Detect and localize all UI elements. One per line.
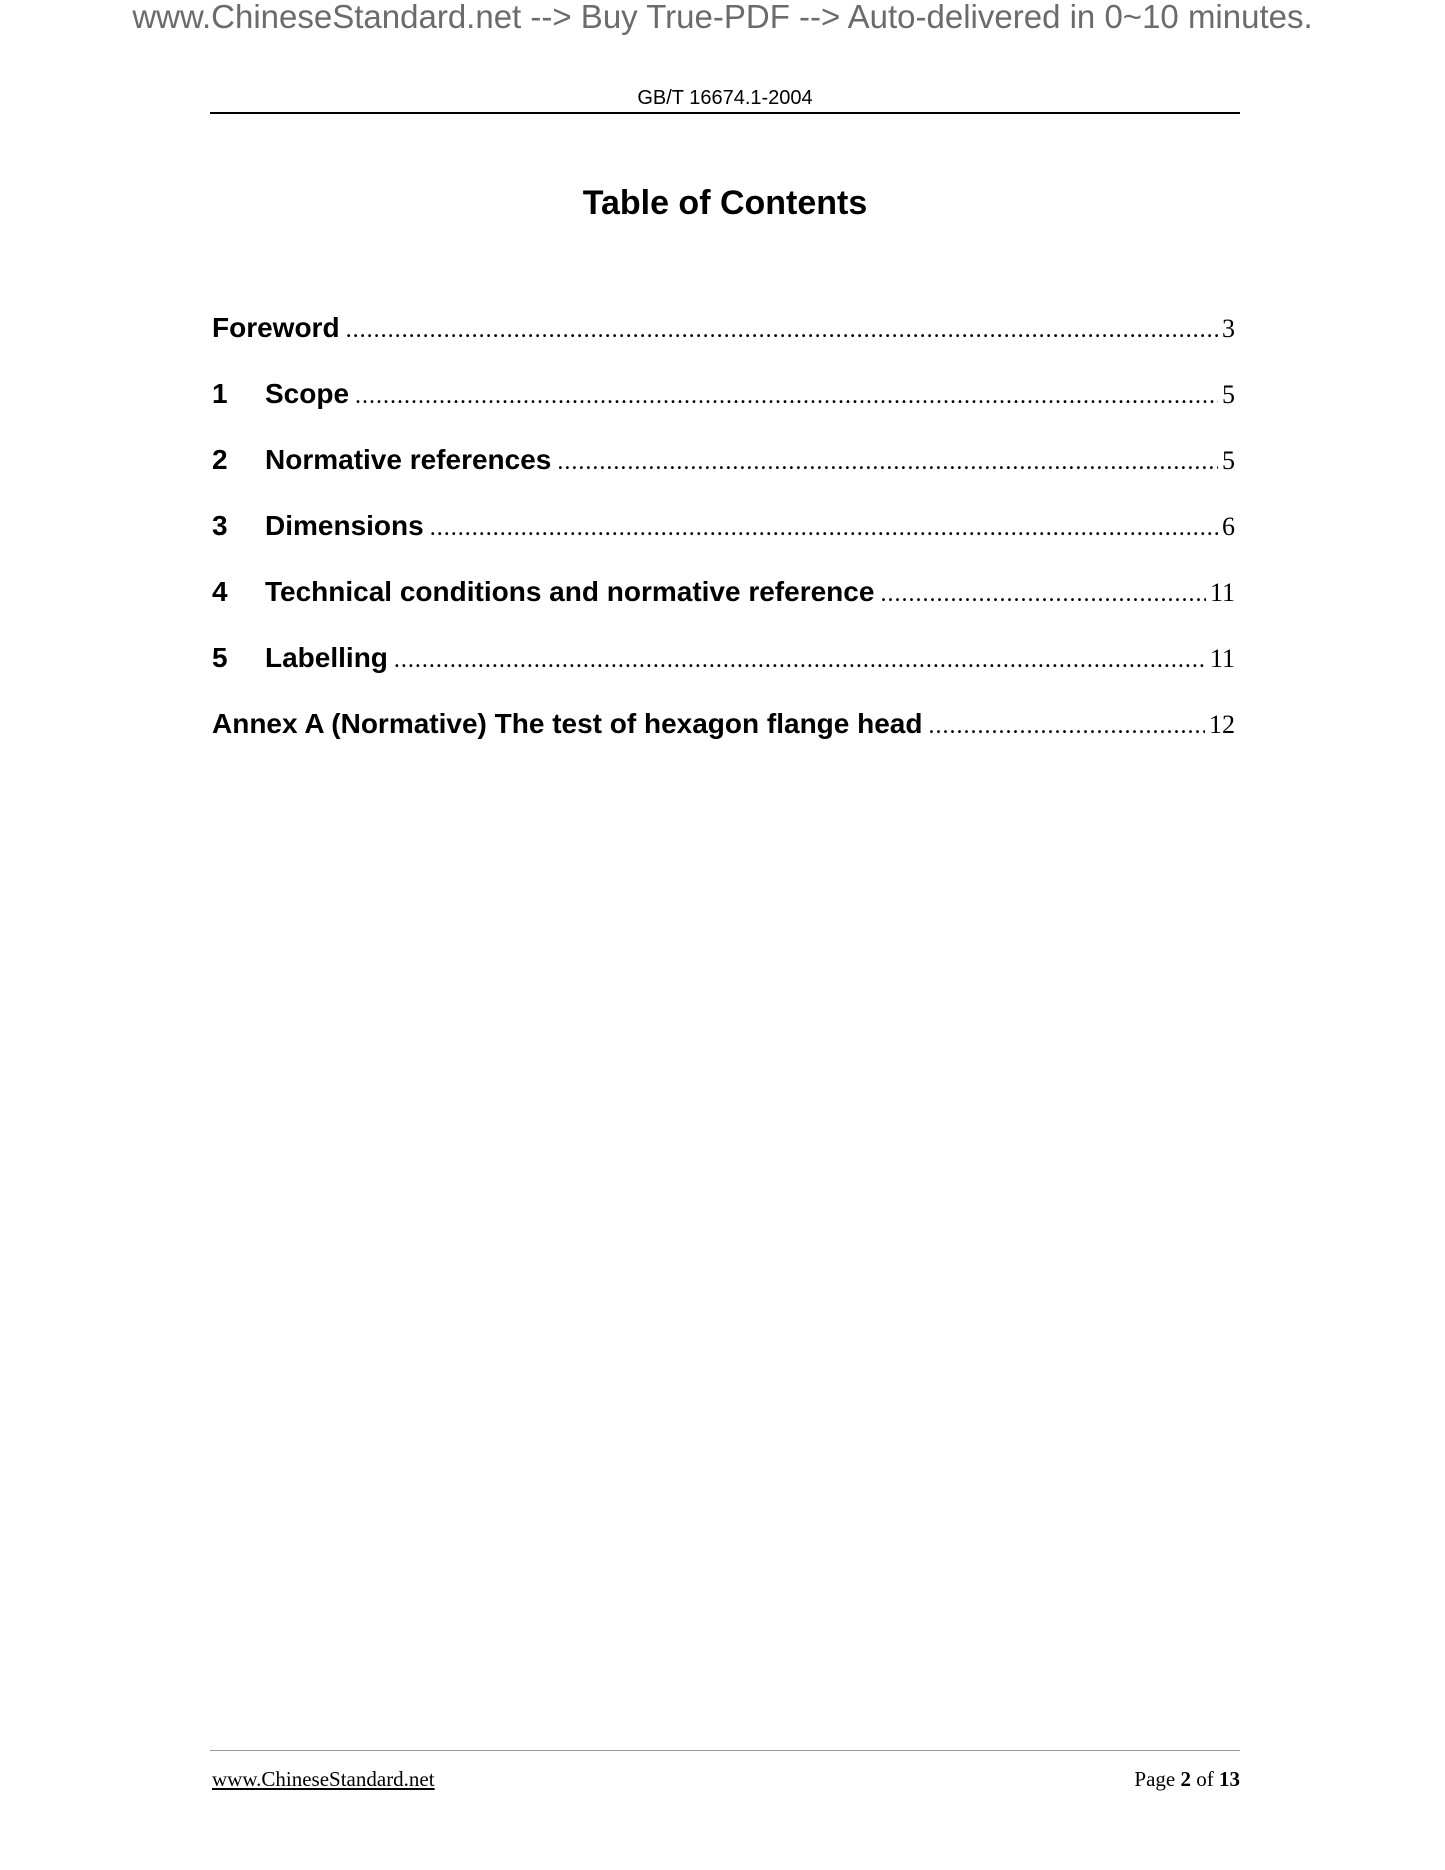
- footer-divider: [210, 1750, 1240, 1751]
- header-divider: [210, 112, 1240, 114]
- toc-entry-title: Scope: [265, 378, 350, 409]
- toc-entry-number: 3: [212, 510, 228, 541]
- toc-entry-page: 12: [1209, 710, 1235, 739]
- toc-entry-title: Technical conditions and normative reference: [265, 576, 875, 607]
- toc-entry-labelling[interactable]: [212, 640, 1235, 706]
- toc-entry-scope[interactable]: [212, 376, 1235, 442]
- dot-leader: [557, 444, 1218, 480]
- promo-banner: www.ChineseStandard.net --> Buy True-PDF --> Auto-delivered in 0~10 minutes.: [132, 0, 1313, 35]
- toc-entry-page: 11: [1209, 644, 1235, 673]
- toc-entry-title: Foreword: [212, 312, 340, 343]
- page-current: 2: [1180, 1767, 1191, 1791]
- toc-entry-page: 3: [1222, 314, 1235, 343]
- page-indicator: [1134, 1766, 1240, 1792]
- page-prefix: Page: [1134, 1767, 1176, 1791]
- toc-entry-technical-conditions[interactable]: [212, 574, 1235, 640]
- toc-entry-number: 2: [212, 444, 228, 475]
- dot-leader: [346, 312, 1218, 348]
- table-of-contents: [212, 310, 1235, 772]
- toc-entry-page: 11: [1209, 578, 1235, 607]
- dot-leader: [880, 576, 1206, 612]
- toc-entry-title: Annex A (Normative) The test of hexagon flange head: [212, 708, 923, 739]
- toc-entry-page: 6: [1222, 512, 1235, 541]
- page-of: of: [1196, 1767, 1214, 1791]
- toc-entry-title: Dimensions: [265, 510, 424, 541]
- toc-entry-foreword[interactable]: [212, 310, 1235, 376]
- toc-entry-title: Normative references: [265, 444, 552, 475]
- standard-number: GB/T 16674.1-2004: [637, 87, 813, 109]
- toc-entry-number: 1: [212, 378, 228, 409]
- toc-entry-number: 4: [212, 576, 228, 607]
- dot-leader: [394, 642, 1206, 678]
- page-total: 13: [1219, 1767, 1240, 1791]
- toc-entry-normative-references[interactable]: [212, 442, 1235, 508]
- toc-entry-page: 5: [1222, 380, 1235, 409]
- toc-entry-page: 5: [1222, 446, 1235, 475]
- toc-entry-title: Labelling: [265, 642, 388, 673]
- toc-entry-annex-a[interactable]: [212, 706, 1235, 772]
- footer-website-link[interactable]: www.ChineseStandard.net: [212, 1767, 435, 1791]
- toc-entry-number: 5: [212, 642, 228, 673]
- dot-leader: [355, 378, 1218, 414]
- toc-entry-dimensions[interactable]: [212, 508, 1235, 574]
- page-title: Table of Contents: [582, 184, 868, 222]
- dot-leader: [928, 708, 1205, 744]
- dot-leader: [430, 510, 1218, 546]
